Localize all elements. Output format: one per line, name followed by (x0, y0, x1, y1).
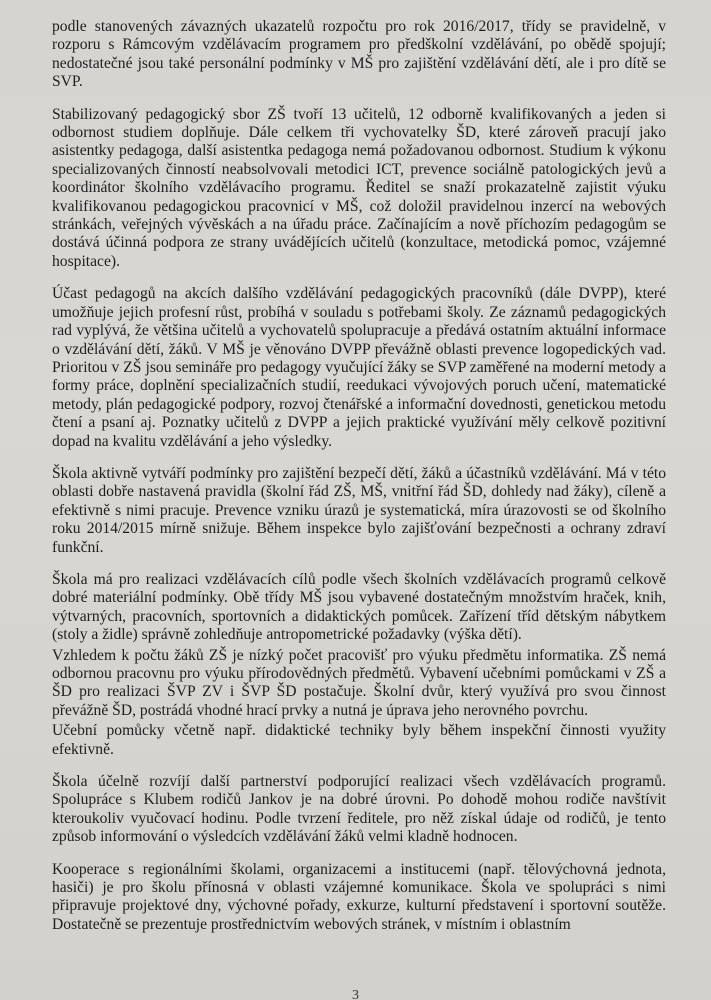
paragraph-equipment: Vzhledem k počtu žáků ZŠ je nízký počet pracovišť pro výuku předmětu informatika. ZŠ nemá odbornou pracovnu pro výuku přírodovědných předmětů. Vybavení učebními pomůckami v ZŠ a ŠD pro realizaci ŠVP ZV i ŠVP ŠD postačuje. Školní dvůr, který využívá pro svou činnost převážně ŠD, postrádá vhodné hrací prvky a nutná je úprava jeho nerovného povrchu. (52, 646, 666, 719)
paragraph-teaching-staff: Stabilizovaný pedagogický sbor ZŠ tvoří 13 učitelů, 12 odborně kvalifikovaných a jeden si odbornost studiem doplňuje. Dále celkem tři vychovatelky ŠD, které zároveň pracují jako asistentky pedagoga, další asistentka pedagoga nemá požadovanou odbornost. Studium k výkonu specializovaných činností neabsolvovali metodici ICT, prevence sociálně patologických jevů a koordinátor školního vzdělávacího programu. Ředitel se snaží prokazatelně zajistit výuku kvalifikovanou pedagogickou pracovnicí v MŠ, což doložil pravidelnou inzercí na webových stránkách, veřejných vývěskách a na úřadu práce. Začínajícím a nově příchozím pedagogům se dostává účinná podpora ze strany uvádějících učitelů (konzultace, metodická pomoc, vzájemné hospitace). (52, 105, 666, 270)
paragraph-budget-classes: podle stanovených závazných ukazatelů rozpočtu pro rok 2016/2017, třídy se pravidelně, v rozporu s Rámcovým vzdělávacím programem pro předškolní vzdělávání, po obědě spojují; nedostatečné jsou také personální podmínky v MŠ pro zajištění vzdělávání dětí, ale i pro dítě se SVP. (52, 18, 666, 91)
paragraph-dvpp: Účast pedagogů na akcích dalšího vzdělávání pedagogických pracovníků (dále DVPP), které umožňuje jejich profesní růst, probíhá v souladu s potřebami školy. Ze záznamů pedagogických rad vyplývá, že většina učitelů a vychovatelů spolupracuje a předává ostatním aktuální informace o vzdělávání dětí, žáků. V MŠ je věnováno DVPP převážně oblasti prevence logopedických vad. Prioritou v ZŠ jsou semináře pro pedagogy vyučující žáky se SVP zaměřené na moderní metody a formy práce, doplnění specializačních studií, reedukaci vývojových poruch učení, matematické metody, plán pedagogické podpory, rozvoj čtenářské a informační dovednosti, genetickou metodu čtení a psaní aj. Poznatky učitelů z DVPP a jejich praktické využívání měly celkově pozitivní dopad na kvalitu vzdělávání a jeho výsledky. (52, 285, 666, 450)
document-body (52, 18, 666, 948)
paragraph-cooperation: Kooperace s regionálními školami, organizacemi a institucemi (např. tělovýchovná jednota, hasiči) je pro školu přínosná v oblasti vzájemné komunikace. Škola ve spolupráci s nimi připravuje projektové dny, výchovné pořady, exkurze, kulturní představení i sportovní soutěže. Dostatečně se prezentuje prostřednictvím webových stránek, v místním i oblastním (52, 860, 666, 933)
paragraph-partnership: Škola účelně rozvíjí další partnerství podporující realizaci všech vzdělávacích programů. Spolupráce s Klubem rodičů Jankov je na dobré úrovni. Po dohodě mohou rodiče navštívit kteroukoliv vyučovací hodinu. Podle tvrzení ředitele, pro něž získal údaje od rodičů, je tento způsob informování o výsledcích vzdělávání žáků velmi kladně hodnocen. (52, 773, 666, 846)
paragraph-teaching-aids: Učební pomůcky včetně např. didaktické techniky byly během inspekční činnosti využity efektivně. (52, 722, 666, 758)
paragraph-material-conditions: Škola má pro realizaci vzdělávacích cílů podle všech školních vzdělávacích programů celkově dobré materiální podmínky. Obě třídy MŠ jsou vybavené dostatečným množstvím hraček, knih, výtvarných, pracovních, sportovních a didaktických pomůcek. Zařízení tříd dětským nábytkem (stoly a židle) správně zohledňuje antropometrické požadavky (výška dětí). (52, 570, 666, 644)
paragraph-safety: Škola aktivně vytváří podmínky pro zajištění bezpečí dětí, žáků a účastníků vzdělávání. Má v této oblasti dobře nastavená pravidla (školní řád ZŠ, MŠ, vnitřní řád ŠD, dohledy nad žáky), cíleně a efektivně s nimi pracuje. Prevence vzniku úrazů je systematická, míra úrazovosti se od školního roku 2014/2015 mírně snižuje. Během inspekce bylo zajišťování bezpečnosti a ochrany zdraví funkční. (52, 464, 666, 556)
page-number: 3 (352, 988, 359, 1000)
